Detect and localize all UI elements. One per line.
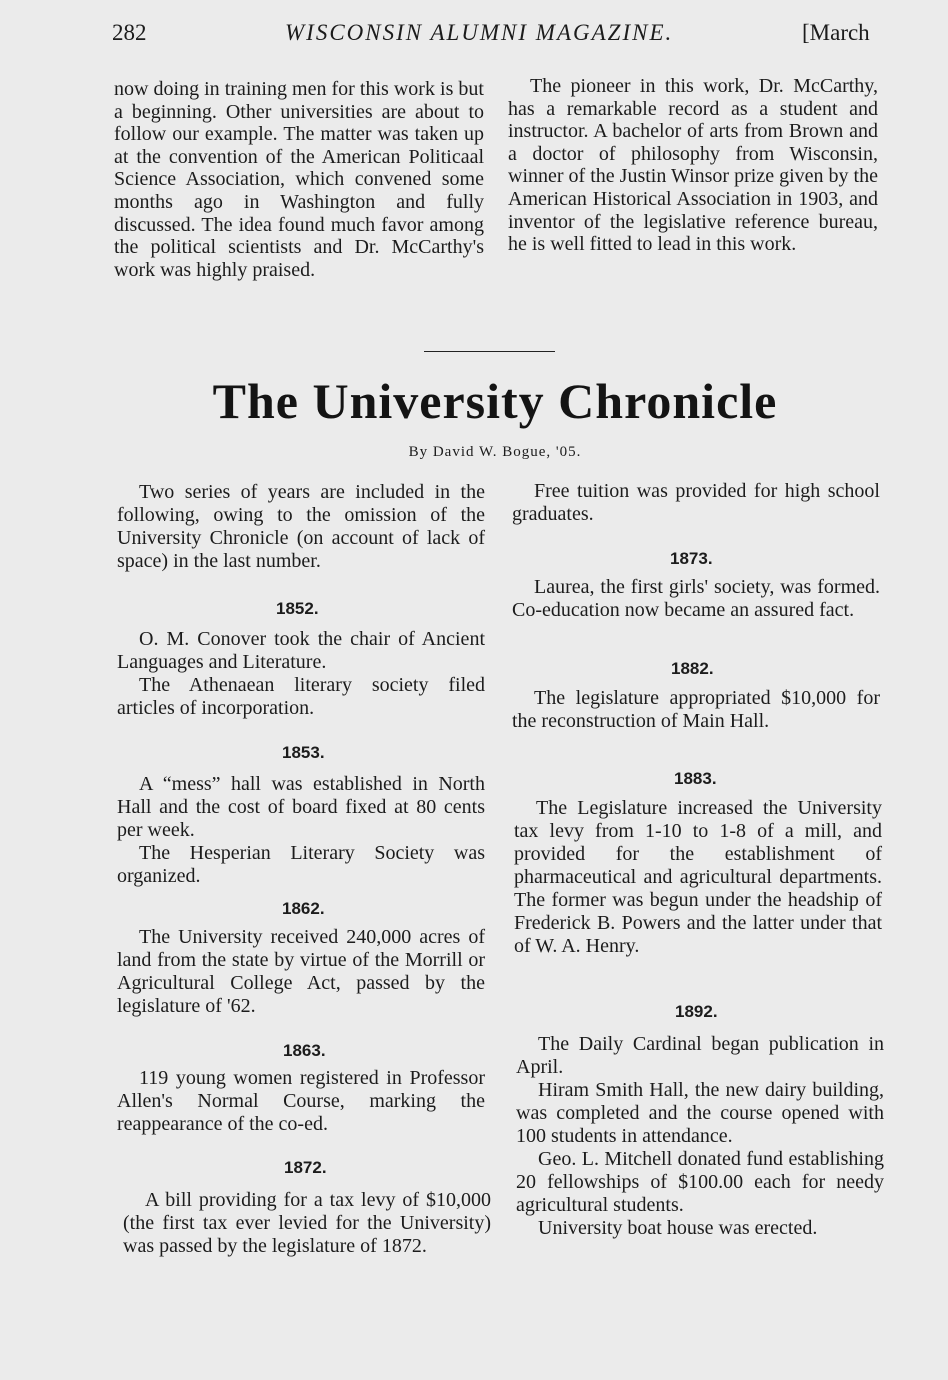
year-heading-1862: 1862. — [282, 899, 325, 918]
entry-1892-text-2: Hiram Smith Hall, the new dairy building, was completed and the course opened with 100 students in attendance. — [516, 1079, 884, 1147]
year-heading-1872: 1872. — [284, 1158, 327, 1177]
entry-1852-text-1: O. M. Conover took the chair of Ancient Languages and Literature. — [117, 628, 485, 673]
entry-1883 — [514, 797, 882, 958]
year-heading-1852: 1852. — [276, 599, 319, 618]
entry-1852-text-2: The Athenaean literary society filed articles of incorporation. — [117, 674, 485, 719]
year-heading-1883: 1883. — [674, 769, 717, 788]
year-heading-1882: 1882. — [671, 659, 714, 678]
continued-left-paragraph: now doing in training men for this work is but a beginning. Other universities are about to follow our example. The matter was taken up at the convention of the American Politicaal Science Association, which convened some months ago in Washington and fully discussed. The idea found much favor among the political scientists and Dr. McCarthy's work was highly praised. — [114, 78, 484, 281]
entry-1892-text-1: The Daily Cardinal began publication in April. — [516, 1033, 884, 1078]
entry-1853-text-1: A “mess” hall was established in North Hall and the cost of board fixed at 80 cents per week. — [117, 773, 485, 841]
section-divider — [424, 351, 555, 352]
entry-1852 — [117, 628, 485, 720]
entry-free-tuition — [512, 480, 880, 526]
entry-1882 — [512, 687, 880, 733]
page-number: 282 — [112, 20, 147, 45]
entry-1892-text-3: Geo. L. Mitchell donated fund establishing 20 fellowships of $100.00 each for needy agricultural students. — [516, 1148, 884, 1216]
entry-1863 — [117, 1067, 485, 1136]
continued-right-paragraph: The pioneer in this work, Dr. McCarthy, has a remarkable record as a student and instructor. A bachelor of arts from Brown and a doctor of philosophy from Wisconsin, winner of the Justin Winsor prize given by the American Historical Association in 1903, and inventor of the legislative reference bureau, he is well fitted to lead in this work. — [508, 75, 878, 256]
article-title: The University Chronicle — [212, 373, 778, 429]
entry-1892 — [516, 1033, 884, 1240]
entry-1872-text: A bill providing for a tax levy of $10,000 (the first tax ever levied for the University) was passed by the legislature of 1872. — [123, 1189, 491, 1257]
continued-right-column — [508, 75, 878, 256]
entry-1853-text-2: The Hesperian Literary Society was organized. — [117, 842, 485, 887]
entry-1883-text: The Legislature increased the University tax levy from 1-10 to 1-8 of a mill, and provided for the establishment of pharmaceutical and agricultural departments. The former was begun under the headship of Frederick B. Powers and the latter under that of W. A. Henry. — [514, 797, 882, 957]
entry-1853 — [117, 773, 485, 888]
intro-text: Two series of years are included in the following, owing to the omission of the University Chronicle (on account of lack of space) in the last number. — [117, 481, 485, 572]
article-byline: By David W. Bogue, '05. — [408, 444, 582, 460]
year-heading-1863: 1863. — [283, 1041, 326, 1060]
entry-1882-text: The legislature appropriated $10,000 for the reconstruction of Main Hall. — [512, 687, 880, 732]
intro-paragraph — [117, 481, 485, 573]
entry-1862-text: The University received 240,000 acres of land from the state by virtue of the Morrill or Agricultural College Act, passed by the legislature of '62. — [117, 926, 485, 1017]
entry-1892-text-4: University boat house was erected. — [538, 1217, 818, 1239]
free-tuition-text: Free tuition was provided for high school graduates. — [512, 480, 880, 525]
year-heading-1873: 1873. — [670, 549, 713, 568]
continued-left-column — [114, 78, 484, 281]
entry-1862 — [117, 926, 485, 1018]
magazine-title: WISCONSIN ALUMNI MAGAZINE. — [285, 20, 674, 45]
entry-1863-text: 119 young women registered in Professor Allen's Normal Course, marking the reappearance of the co-ed. — [117, 1067, 485, 1135]
entry-1873-text: Laurea, the first girls' society, was formed. Co-education now became an assured fact. — [512, 576, 880, 621]
year-heading-1892: 1892. — [675, 1002, 718, 1021]
year-heading-1853: 1853. — [282, 743, 325, 762]
issue-month: [March — [802, 20, 870, 45]
entry-1873 — [512, 576, 880, 622]
entry-1872 — [123, 1189, 491, 1258]
